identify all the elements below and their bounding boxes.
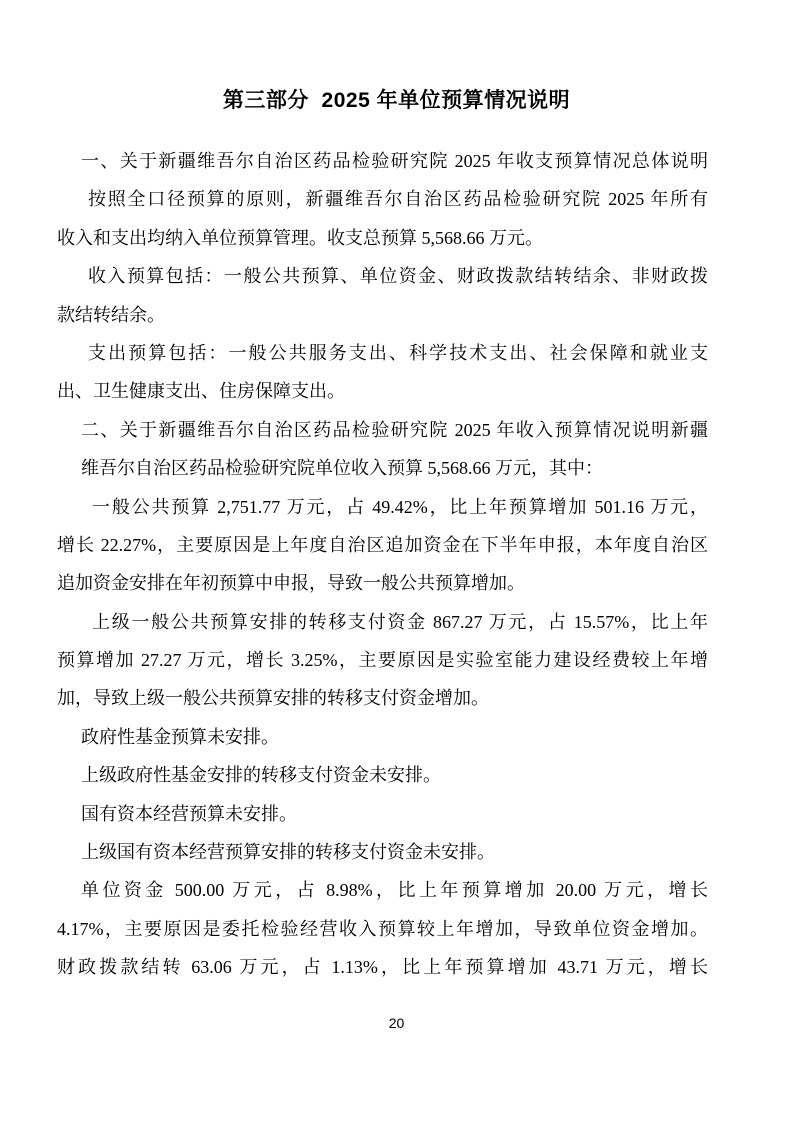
- text-line: 收入预算包括：一般公共预算、单位资金、财政拨款结转结余、非财政拨: [88, 266, 708, 287]
- text-line: 按照全口径预算的原则，新疆维吾尔自治区药品检验研究院 2025 年所有: [88, 189, 708, 210]
- text-line: 一般公共预算 2,751.77 万元，占 49.42%，比上年预算增加 501.16 万元，: [92, 496, 708, 517]
- text-line: 上级一般公共预算安排的转移支付资金 867.27 万元，占 15.57%，比上年: [92, 611, 708, 632]
- document-body: [57, 142, 708, 987]
- page-number: 20: [388, 1015, 405, 1031]
- text-line: 款结转结余。: [57, 304, 165, 325]
- text-line: 财政拨款结转 63.06 万元，占 1.13%，比上年预算增加 43.71 万元，增长: [57, 957, 708, 978]
- text-line: 预算增加 27.27 万元，增长 3.25%，主要原因是实验室能力建设经费较上年增: [57, 650, 708, 671]
- text-line: 上级国有资本经营预算安排的转移支付资金未安排。: [81, 842, 495, 863]
- text-line: 支出预算包括：一般公共服务支出、科学技术支出、社会保障和就业支: [88, 342, 708, 363]
- text-line: 国有资本经营预算未安排。: [81, 803, 297, 824]
- text-line: 政府性基金预算未安排。: [81, 726, 279, 747]
- text-line: 追加资金安排在年初预算中申报，导致一般公共预算增加。: [57, 573, 525, 594]
- text-line: 上级政府性基金安排的转移支付资金未安排。: [81, 765, 441, 786]
- page-title: 第三部分 2025 年单位预算情况说明: [222, 89, 571, 112]
- text-line: 出、卫生健康支出、住房保障支出。: [57, 381, 345, 402]
- text-line: 4.17%，主要原因是委托检验经营收入预算较上年增加，导致单位资金增加。: [57, 918, 708, 939]
- text-line: 加，导致上级一般公共预算安排的转移支付资金增加。: [57, 688, 489, 709]
- text-line: 一、关于新疆维吾尔自治区药品检验研究院 2025 年收支预算情况总体说明: [81, 151, 708, 171]
- text-line: 单位资金 500.00 万元，占 8.98%，比上年预算增加 20.00 万元，增长: [81, 880, 708, 901]
- text-line: 二、关于新疆维吾尔自治区药品检验研究院 2025 年收入预算情况说明新疆: [81, 419, 708, 440]
- text-line: 增长 22.27%，主要原因是上年度自治区追加资金在下半年申报，本年度自治区: [57, 534, 708, 555]
- text-line: 维吾尔自治区药品检验研究院单位收入预算 5,568.66 万元，其中：: [81, 458, 603, 479]
- text-line: 收入和支出均纳入单位预算管理。收支总预算 5,568.66 万元。: [57, 227, 543, 248]
